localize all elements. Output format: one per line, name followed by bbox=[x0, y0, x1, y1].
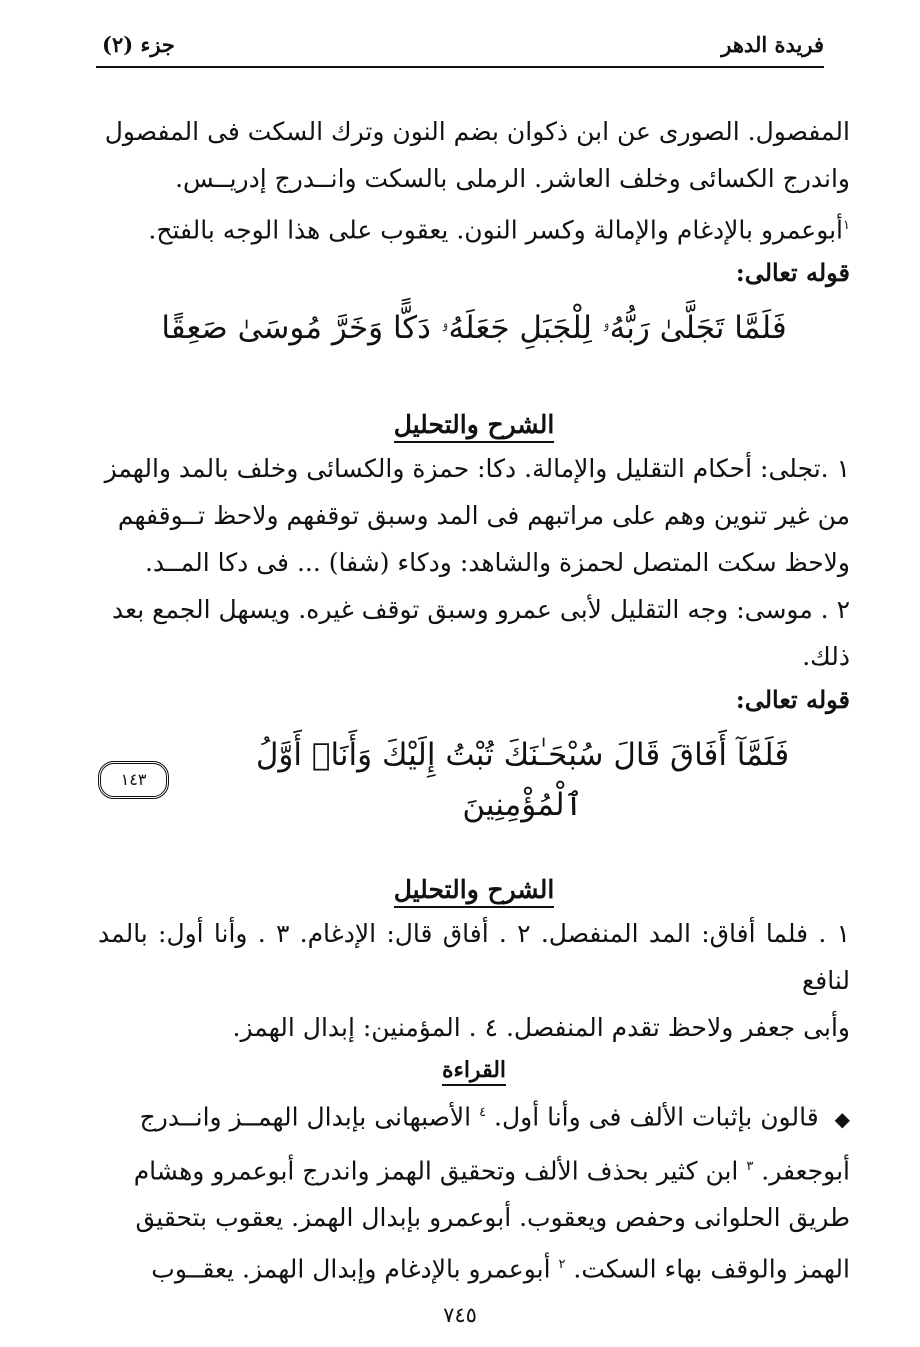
footnote-marker: ٢ bbox=[558, 1256, 566, 1272]
reading-line-1a: قالون بإثبات الألف فى وأنا أول. bbox=[494, 1102, 819, 1132]
section-title-2 bbox=[98, 870, 850, 910]
explain-3-line-2: وأبى جعفر ولاحظ تقدم المنفصل. ٤ . المؤمنين: إبدال الهمز. bbox=[232, 1013, 850, 1043]
intro-line-1: المفصول. الصورى عن ابن ذكوان بضم النون وترك السكت فى المفصول bbox=[104, 117, 850, 146]
page-body bbox=[98, 108, 850, 1292]
intro-line-2: واندرج الكسائى وخلف العاشر. الرملى بالسكت وانــدرج إدريــس. bbox=[175, 164, 850, 193]
explain-1-line-3: ولاحظ سكت المتصل لحمزة والشاهد: ودكاء (شفا) ... فى دكا المــد. bbox=[144, 548, 850, 578]
explain-1-line-1: ١ .تجلى: أحكام التقليل والإمالة. دكا: حمزة والكسائى وخلف بالمد والهمز bbox=[104, 454, 850, 484]
explain-2-line-2: ذلك. bbox=[802, 642, 850, 672]
quran-verse-2: فَلَمَّآ أَفَاقَ قَالَ سُبْحَـٰنَكَ تُبْتُ إِلَيْكَ وَأَنَا۠ أَوَّلُ ٱلْمُؤْمِنِينَ bbox=[255, 737, 790, 824]
intro-line-3 bbox=[98, 202, 850, 253]
reading-line-2a: أبوجعفر. bbox=[761, 1155, 850, 1185]
reading-line-1 bbox=[98, 1089, 850, 1142]
qawl-heading-1: قوله تعالى: bbox=[735, 258, 850, 288]
reading-line-4a: الهمز والوقف بهاء السكت. bbox=[573, 1254, 850, 1284]
reading-line-2 bbox=[98, 1143, 850, 1194]
footnote-marker: ٤ bbox=[479, 1105, 487, 1121]
section-title-1-text: الشرح والتحليل bbox=[394, 410, 555, 443]
reading-title-text: القراءة bbox=[442, 1057, 506, 1086]
quran-verse-1: فَلَمَّا تَجَلَّىٰ رَبُّهُۥ لِلْجَبَلِ جَعَلَهُۥ دَكًّا وَخَرَّ مُوسَىٰ صَعِقًا bbox=[161, 310, 787, 347]
reading-title bbox=[98, 1051, 850, 1089]
running-header bbox=[96, 30, 824, 68]
reading-line-1b: الأصبهانى بإبدال الهمــز وانــدرج bbox=[139, 1102, 472, 1132]
page-number: ٧٤٥ bbox=[443, 1303, 477, 1327]
reading-line-4b: أبوعمرو بالإدغام وإبدال الهمز. يعقــوب bbox=[151, 1254, 551, 1284]
section-title-2-text: الشرح والتحليل bbox=[394, 875, 555, 908]
quran-verse-2-row bbox=[98, 730, 850, 830]
book-title: فريدة الدهر bbox=[721, 32, 824, 57]
explain-3-line-1: ١ . فلما أفاق: المد المنفصل. ٢ . أفاق قال: الإدغام. ٣ . وأنا أول: بالمد لنافع bbox=[98, 919, 851, 996]
explain-2-line-1: ٢ . موسى: وجه التقليل لأبى عمرو وسبق توقف غيره. ويسهل الجمع بعد bbox=[112, 595, 850, 625]
diamond-bullet-icon: ◆ bbox=[834, 1106, 850, 1131]
intro-line-3-text: أبوعمرو بالإدغام والإمالة وكسر النون. يعقوب على هذا الوجه بالفتح. bbox=[148, 215, 844, 245]
explain-1-line-2: من غير تنوين وهم على مراتبهم فى المد وسبق توقفهم ولاحظ تــوقفهم bbox=[117, 501, 850, 531]
footnote-marker: ٣ bbox=[746, 1158, 754, 1174]
ayah-number-marker: ١٤٣ bbox=[98, 761, 169, 799]
qawl-heading-2: قوله تعالى: bbox=[735, 685, 850, 715]
part-label: جزء (٢) bbox=[102, 32, 175, 57]
reading-line-4 bbox=[98, 1241, 850, 1292]
reading-line-3: طريق الحلوانى وحفص ويعقوب. أبوعمرو بإبدال الهمز. يعقوب بتحقيق bbox=[135, 1202, 850, 1232]
reading-line-2b: ابن كثير بحذف الألف وتحقيق الهمز واندرج أبوعمرو وهشام bbox=[133, 1155, 739, 1185]
footnote-marker: ١ bbox=[843, 218, 850, 233]
section-title-1 bbox=[98, 405, 850, 445]
